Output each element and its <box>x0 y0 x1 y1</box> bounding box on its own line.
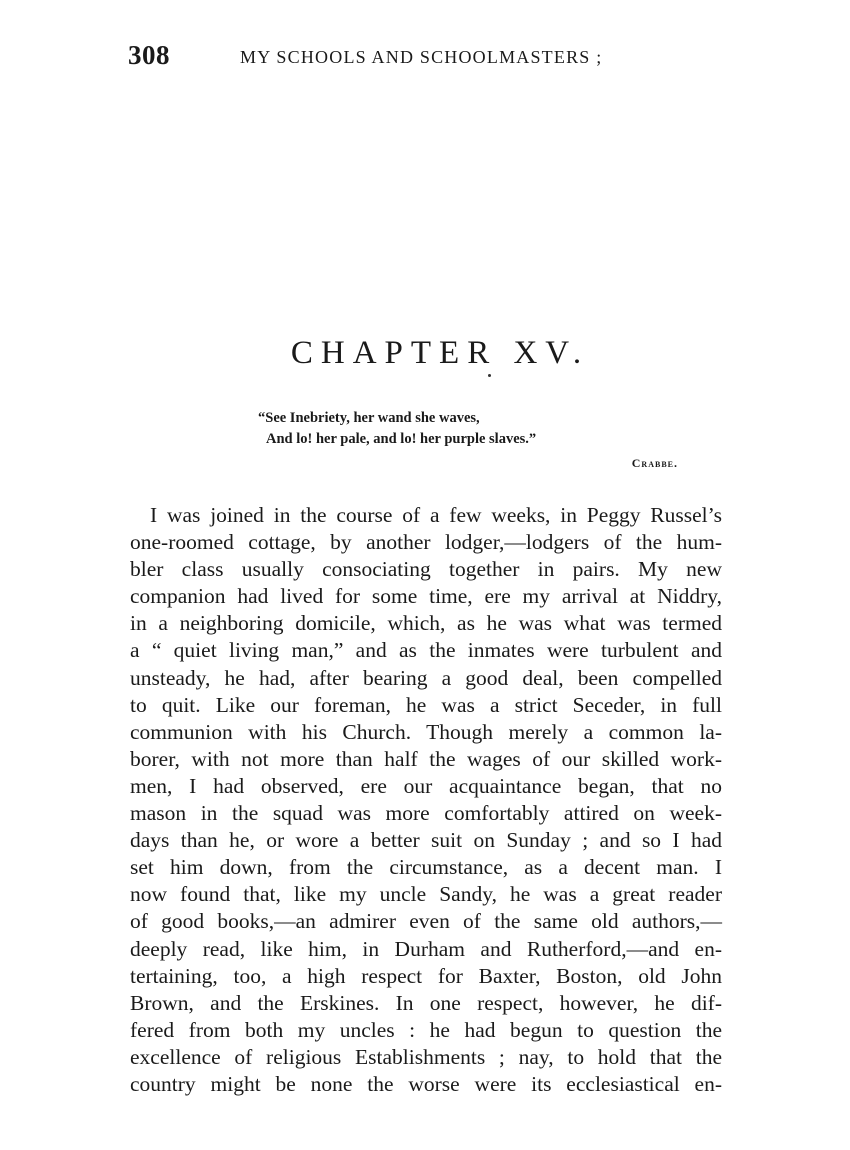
text-line: communion with his Church. Though merely a common la- <box>130 719 722 744</box>
text-line: mason in the squad was more comfortably attired on week- <box>130 801 722 826</box>
epigraph-line: And lo! her pale, and lo! her purple slaves.” <box>266 431 537 447</box>
chapter-ornament-dot <box>488 374 491 377</box>
text-line: a “ quiet living man,” and as the inmates were turbulent and <box>130 638 722 663</box>
text-line: deeply read, like him, in Durham and Rutherford,—and en- <box>130 936 722 961</box>
running-head <box>128 40 728 74</box>
running-title: MY SCHOOLS AND SCHOOLMASTERS ; <box>240 47 603 67</box>
text-line: of good books,—an admirer even of the same old authors,— <box>130 909 722 934</box>
page-number: 308 <box>128 40 170 70</box>
text-line: now found that, like my uncle Sandy, he was a great reader <box>130 882 722 907</box>
text-line: days than he, or wore a better suit on Sunday ; and so I had <box>130 828 722 853</box>
text-line: I was joined in the course of a few weeks, in Peggy Russel’s <box>150 503 722 527</box>
epigraph-line: “See Inebriety, her wand she waves, <box>258 410 480 426</box>
text-line: Brown, and the Erskines. In one respect, however, he dif- <box>130 990 722 1015</box>
text-line: country might be none the worse were its ecclesiastical en- <box>130 1071 722 1096</box>
body-paragraph <box>130 502 722 1098</box>
text-line: companion had lived for some time, ere my arrival at Niddry, <box>130 584 722 609</box>
text-line: set him down, from the circumstance, as a decent man. I <box>130 855 722 880</box>
text-line: tertaining, too, a high respect for Baxter, Boston, old John <box>130 963 722 988</box>
epigraph-author: Crabbe. <box>631 456 678 470</box>
text-line: in a neighboring domicile, which, as he was what was termed <box>130 611 722 636</box>
text-line: men, I had observed, ere our acquaintance began, that no <box>130 773 722 798</box>
text-line: unsteady, he had, after bearing a good deal, been compelled <box>130 665 722 690</box>
text-line: to quit. Like our foreman, he was a strict Seceder, in full <box>130 692 722 717</box>
text-line: one-roomed cottage, by another lodger,—lodgers of the hum- <box>130 530 722 555</box>
text-line: bler class usually consociating together in pairs. My new <box>130 557 722 582</box>
chapter-title: CHAPTER XV. <box>290 335 590 371</box>
text-line: borer, with not more than half the wages of our skilled work- <box>130 746 722 771</box>
epigraph <box>258 408 688 450</box>
text-line: fered from both my uncles : he had begun to question the <box>130 1017 722 1042</box>
text-line: excellence of religious Establishments ; nay, to hold that the <box>130 1044 722 1069</box>
